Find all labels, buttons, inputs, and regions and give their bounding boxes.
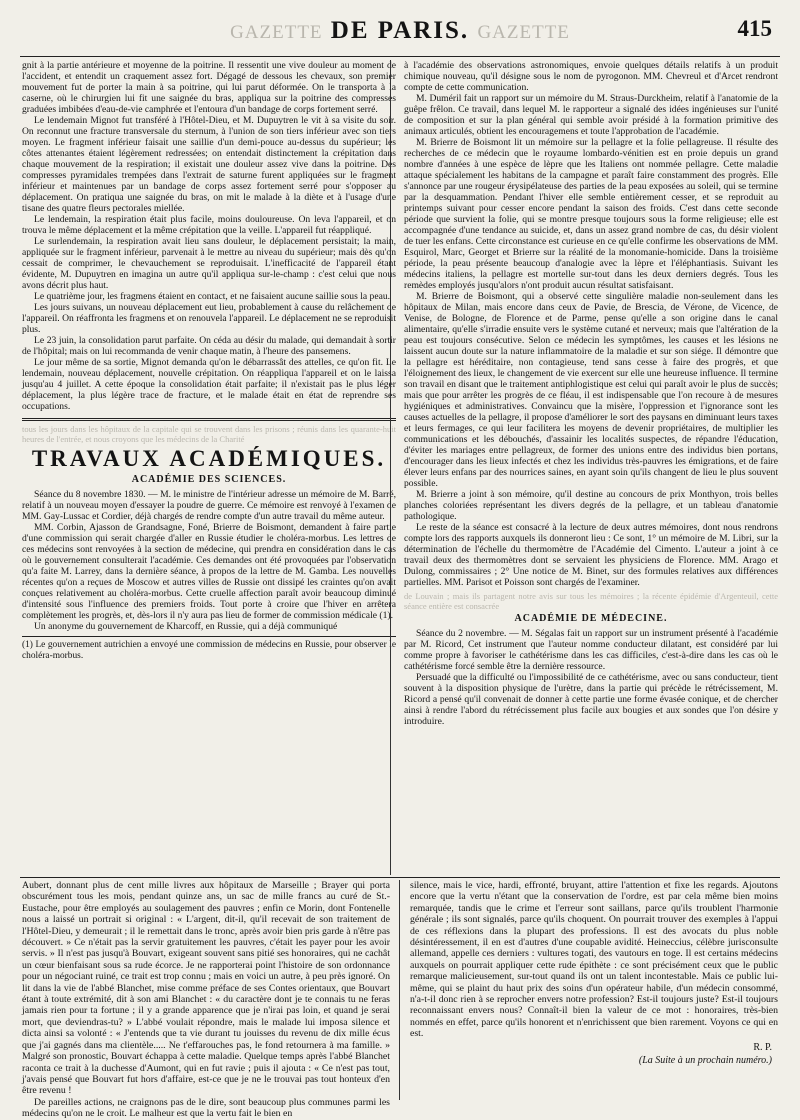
feuilleton-rule xyxy=(20,877,780,878)
feuilleton-paragraph: De pareilles actions, ne craignons pas de le dire, sont beaucoup plus communes parmi les médecins qu'on ne le croit. Le malheur est que la vertu fait le bien en xyxy=(22,1096,390,1120)
medecine-paragraph: Séance du 2 novembre. — M. Ségalas fait un rapport sur un instrument présenté à l'académie par M. Ricord, Cet instrument que l'auteur nomme conducteur dilatant, est considéré par lui comme propre à favoriser le cathétérisme dans les cas difficiles, c'est-à-dire dans les cas où le cathétérisme forcé semble être la dernière ressource. xyxy=(404,628,778,672)
article-paragraph: Le jour même de sa sortie, Mignot demanda qu'on le débarrassât des attelles, ce qu'on fit. Le lendemain, nouveau déplacement, nouvelle crépitation. On réappliqua l'appareil et on le laissa jusqu'au 4 juillet. A cette époque la consolidation était parfaite; il n'existait pas le plus léger déplacement, la plus légère trace de fracture, et le malade était en état de reprendre ses occupations. xyxy=(22,357,396,412)
header-rule xyxy=(20,56,780,57)
article-paragraph: M. Duméril fait un rapport sur un mémoire du M. Straus-Durckheim, relatif à l'anatomie de la guêpe frêlon. Ce travail, dans lequel M. le rapporteur a signalé des idées ingénieuses sur l'unité de composition et sur la plan général qui semble avoir présidé à la formation primitive des animaux articulés, obtient les encouragemens et toute l'approbation de l'académie. xyxy=(404,93,778,137)
article-paragraph: à l'académie des observations astronomiques, envoie quelques détails relatifs à un produit chimique nouveau, qu'il désigne sous le nom de pyrogonon. MM. Chevreul et d'Arcet rendront compte de cette communication. xyxy=(404,60,778,93)
footnote: (1) Le gouvernement autrichien a envoyé une commission de médecins en Russie, pour observer le choléra-morbus. xyxy=(22,640,396,661)
right-column xyxy=(404,60,778,727)
article-paragraph: Le lendemain Mignot fut transféré à l'Hôtel-Dieu, et M. Dupuytren le vit à sa visite du soir. On reconnut une fracture transversale du sternum, à l'union de son tiers inférieur avec son tiers moyen. Le fragment inférieur faisait une saillie d'un demi-pouce au-dessus du supérieur; les côtes attenantes étaient légèrement redressées; on entendait distinctement la crépitation dans chaque mouvement de la respiration; il existait une douleur assez vive dans la poitrine. Des compresses pyramidales trempées dans l'extrait de saturne furent appliquées sur le fragment inférieur et maintenues par un bandage de corps assez fortement serré pour s'opposer au déplacement. On pratiqua une saignée du bras, on mit le malade à la diète et à l'usage d'une tisane des quatre fleurs pectorales miellée. xyxy=(22,115,396,214)
masthead xyxy=(20,18,780,46)
article-paragraph: Le quatrième jour, les fragmens étaient en contact, et ne faisaient aucune saillie sous la peau. xyxy=(34,291,391,302)
academie-sciences-heading: ACADÉMIE DES SCIENCES. xyxy=(131,474,287,485)
feuilleton-right-column xyxy=(410,880,778,1066)
author-signature: R. P. xyxy=(753,1041,772,1053)
masthead-title: DE PARIS. xyxy=(330,17,470,44)
article-paragraph: M. Brierre a joint à son mémoire, qu'il destine au concours de prix Monthyon, trois belles planches coloriées représentant les divers degrés de la pellagre, et un tableau d'anatomie pathologique. xyxy=(404,489,778,522)
academie-paragraph: Séance du 8 novembre 1830. — M. le ministre de l'intérieur adresse un mémoire de M. Barré, relatif à un nouveau moyen d'essayer la poudre de guerre. Ce mémoire est renvoyé à l'examen de MM. Gay-Lussac et Cordier, déjà chargés de rendre compte d'un autre travail du même auteur. xyxy=(22,489,396,522)
article-paragraph: M. Brierre de Boismont, qui a observé cette singulière maladie non-seulement dans les hôpitaux de Milan, mais encore dans ceux de Pavie, de Brescia, de Vérone, de Vicence, de Venise, de Bologne, de Florence et de Parme, pense qu'elle a son origine dans le canal alimentaire, qu'elle s'irradie ensuite vers le système cutané et nerveux; mais que l'altération de la peau est toujours consécutive. Selon ce médecin les symptômes, les causes et les lésions ne laissent aucun doute sur la nature inflammatoire de la maladie et sur son siége. Il démontre que la pellagre est héréditaire, non contagieuse, tend sans cesse à faire des progrès, et que l'éloignement des lieux, le changement de vie exercent sur elle une heureuse influence. Il termine son travail en disant que le traitement antiphlogistique est celui qui paraît avoir le plus de succès; mais que pour arrêter les progrès de ce fléau, il est indispensable que l'on recoure à de mesures hygiéniques et administratives. Convaincu que la misère, l'oppression et l'ignorance sont les causes actuelles de la pellagre, il propose d'améliorer le sort des paysans en diminuant leurs taxes et leurs fermages, ce qui leur facilitera les moyens de devenir propriétaires, de multiplier les communications et les débouchés, d'assainir les localités suspectes, de répandre l'éducation, d'éviter les mariages entre pellagreux, de former des unions entre des individus bien portans, d'encourager dans les lieux infectés et chez les individus très-pauvres les émigrations, et de faire élever leurs enfans par des nourrices saines, en ayant soin qu'ils changent de lieu le plus souvent possible. xyxy=(404,291,778,489)
article-paragraph: gnit à la partie antérieure et moyenne de la poitrine. Il ressentit une vive douleur au moment de l'accident, et entendit un craquement assez fort. Dégagé de dessous les chevaux, son premier mouvement fut de porter la main à sa poitrine, qui lui parut déformée. On le transporta à la caserne, où le chirurgien lui fit une saignée du bras, appliqua sur la poitrine des compresses graduées imbibées d'eau-de-vie camphrée et l'entoura d'un bandage de corps fortement serré. xyxy=(22,60,396,115)
page-header xyxy=(20,4,780,56)
article-paragraph: Le surlendemain, la respiration avait lieu sans douleur, le déplacement persistait; la main, appliquée sur le fragment inférieur, parvenait à le mettre au niveau du supérieur; mais dès qu'on cessait de comprimer, le chevauchement se reproduisait. L'inefficacité de l'appareil étant évidente, M. Dupuytren en imagina un autre qu'il appliqua sur-le-champ : c'est celui que nous avons décrit plus haut. xyxy=(22,236,396,291)
column-rule xyxy=(390,60,391,875)
continuation-note: (La Suite à un prochain numéro.) xyxy=(638,1054,772,1066)
section-divider xyxy=(22,418,396,421)
article-paragraph: M. Brierre de Boismont lit un mémoire sur la pellagre et la folie pellagreuse. Il résulte des recherches de ce médecin que le royaume lombardo-vénitien est en proie depuis un grand nombre d'années à une espèce de lèpre que les Italiens ont nommée pellagre. Cette maladie attaque spécialement les habitans de la campagne et paraît faire constamment des progrès. Elle s'annonce par une rougeur érysipélateuse des parties de la peau exposées au soleil, qui se termine par la desquammation. Pendant l'hiver elle semble entièrement cesser, et se reproduit au printemps suivant pour cesser encore pendant la saison des froids. C'est dans cette seconde période que survient la folie, qui se montre presque toujours sous la forme religieuse; elle est accompagnée d'une tendance au suicide, et, dans un assez grand nombre de cas, du désir violent de tuer les enfans. Cette circonstance est curieuse en ce qu'elle confirme les observations de MM. Esquirol, Marc, Georget et Brierre sur la réalité de la monomanie-homicide. Dans la troisième période, la peau présente beaucoup d'analogie avec la lèpre et l'éléphantiasis. Suivant les médecins italiens, la pellagre est mortelle sur-tout dans les deux derniers degrés. Tous les remèdes employés jusqu'alors n'ont produit aucun résultat satisfaisant. xyxy=(404,137,778,291)
feuilleton-paragraph: silence, mais le vice, hardi, effronté, bruyant, attire l'attention et fixe les regards. Ajoutons encore que la vertu n'étant que la conservation de l'ordre, est par cela même bien moins remarquée, tandis que le crime et l'erreur sont saillans, parce qu'ils troublent l'harmonie générale ; ils sont signalés, parce qu'ils choquent. On pourrait trouver des exemples à l'appui de ces réflexions dans la plupart des professions. Il est des avocats du plus noble désintéressement, il en est d'autres d'une coupable avidité. Heineccius, célèbre jurisconsulte allemand, appelle ces derniers : vultures togati, des vautours en toge. Il est certains médecins auxquels on pourrait appliquer cette rude épithète : ce sont précisément ceux que le public remarque malicieusement, sur-tout quand ils ont un talent incontestable. Mais ce public lui-même, qui se plaint du haut prix des soins d'un opérateur habile, d'un médecin consommé, n'a-t-il donc rien à se reprocher envers notre profession? Est-il toujours juste? Est-il toujours reconnaissant envers nous? Connaît-il bien la valeur de ce mot : honoraires, très-bien nommés en effet, parce qu'ils honorent et n'enrichissent que bien rarement. Voyons ce qui en est. xyxy=(410,880,778,1040)
article-paragraph: Le lendemain, la respiration était plus facile, moins douloureuse. On leva l'appareil, et on trouva le même déplacement et la même crépitation que la veille. L'appareil fut réappliqué. xyxy=(22,214,396,236)
medecine-paragraph: Persuadé que la difficulté ou l'impossibilité de ce cathétérisme, avec ou sans conducteur, tient souvent à la disposition physique de l'urètre, dans la partie qui précède le rétrécissement, M. Ricord a pensé qu'il convenait de donner à cette partie une forme évasée conique, et de chercher ainsi à rendre l'abord du rétrécissement plus facile aux bougies et aux sondes que l'on désire y introduire. xyxy=(404,672,778,727)
masthead-bleed-left: GAZETTE xyxy=(230,22,323,43)
academie-paragraph: MM. Corbin, Ajasson de Grandsagne, Foné, Brierre de Boismont, demandent à faire partie d'une commission qui serait chargée d'aller en Russie étudier le choléra-morbus. Les lettres de ces médecins sont renvoyées à la section de médecine, qui prendra en considération dans le cas où le gouvernement consulterait l'académie. Ces demandes ont été provoquées par l'observation qu'a faite M. Larrey, dans la dernière séance, à propos de la lettre de M. Gamba. Les nouvelles récentes qu'on a reçues de Moscow et autres villes de Russie ont dissipé les craintes qu'on avait conçues relativement au choléra-morbus. Cette cruelle affection paraît avoir beaucoup diminué d'intensité sous l'influence des premiers froids. Tout porte à croire que l'hiver en arrêtera complètement les progrès, et, dès-lors il n'y aura pas lieu de former de commission médicale (1). xyxy=(22,522,396,621)
footnote-rule xyxy=(22,636,396,637)
article-paragraph: Le reste de la séance est consacré à la lecture de deux autres mémoires, dont nous rendrons compte lors des rapports auxquels ils donneront lieu : Ce sont, 1° un mémoire de M. Libri, sur la détermination de l'échelle du thermomètre de l'Académie del Cimento. L'auteur a joint à ce travail deux des thermomètres dont se servaient les physiciens de Florence. MM. Arago et Dulong, commissaires ; 2° Une notice de M. Binet, sur des formules relatives aux différences partielles. MM. Parisot et Poisson sont chargés de l'examiner. xyxy=(404,522,778,588)
masthead-bleed-right: GAZETTE xyxy=(477,22,570,43)
page-number: 415 xyxy=(737,16,772,41)
bleed-through-text: de Louvain ; mais ils partagent notre avis sur tous les mémoires ; la récente épidémie d'Argenteuil, cette séance entière est consacrée xyxy=(404,591,778,611)
article-paragraph: Le 23 juin, la consolidation parut parfaite. On céda au désir du malade, qui demandait à sortir de l'hôpital; mais on lui recommanda de venir chaque matin, à l'heure des pansemens. xyxy=(22,335,396,357)
academie-medecine-heading: ACADÉMIE DE MÉDECINE. xyxy=(514,613,668,624)
article-paragraph: Les jours suivans, un nouveau déplacement eut lieu, probablement à cause du relâchement de l'appareil. On réaffronta les fragmens et on renouvela l'appareil. Le déplacement ne se reproduisit plus. xyxy=(22,302,396,335)
feuilleton-column-rule xyxy=(399,880,400,1100)
bleed-through-text: tous les jours dans les hôpitaux de la capitale qui se trouvent dans les prisons ; réunis dans les quarante-huit heures de l'entrée, et nous croyons que les médecins de la Charité xyxy=(22,424,396,444)
left-column xyxy=(22,60,396,662)
section-title: TRAVAUX ACADÉMIQUES. xyxy=(31,446,387,471)
academie-paragraph: Un anonyme du gouvernement de Kharcoff, en Russie, qui a déjà communiqué xyxy=(34,621,338,632)
feuilleton-paragraph: Aubert, donnant plus de cent mille livres aux hôpitaux de Marseille ; Brayer qui porta obscurément tous les mois, pendant quinze ans, un sac de mille francs au curé de St.-Eustache, pour être employés au soulagement des pauvres ; enfin ce Morin, dont Fontenelle nous a laissé un portrait si original : « L'argent, dit-il, qu'il recevait de son traitement de l'Hôtel-Dieu, y demeurait ; il le remettait dans le tronc, après avoir bien pris garde à n'être pas découvert. » Ce n'était pas la servir gratuitement les pauvres, c'était les payer pour les avoir servis. » Il n'est pas jusqu'à Bouvart, exigeant souvent sans pitié ses honoraires, qui ne cachât un cœur bienfaisant sous sa rude écorce. Je ne rapporterai point l'histoire de son ordonnance pour un négociant ruiné, ce trait est trop connu ; mais en voici un autre, à peu près ignoré. On lit dans la vie de l'abbé Blanchet, mise comme préface de ses Contes orientaux, que Bouvart étant à toute extrémité, dit à son ami Blanchet : « du caractère dont je te connais tu ne feras jamais rien pour ta fortune ; il y a grande apparence que je n'irai pas loin, et quand je serai mort, que deviendras-tu? » L'abbé voulait répondre, mais le malade lui imposa silence et dicta ainsi sa volonté : « J'entends que ta vie durant tu jouisses du revenu de dix mille écus que j'ai gagnés dans ma clientèle..... Ne t'effarouches pas, le fond retournera à ma famille. » Malgré son pronostic, Bouvart échappa à cette maladie. Quelque temps après l'abbé Blanchet raconta ce trait à la duchesse d'Aumont, qui en fut ravie ; puis il ajouta : « Ce n'est pas tout, j'avais pensé que Bouvart fut hors d'affaire, est-ce que je ne le trouvai pas tout honteux d'en être revenu ! xyxy=(22,880,390,1097)
feuilleton-left-column xyxy=(22,880,390,1120)
